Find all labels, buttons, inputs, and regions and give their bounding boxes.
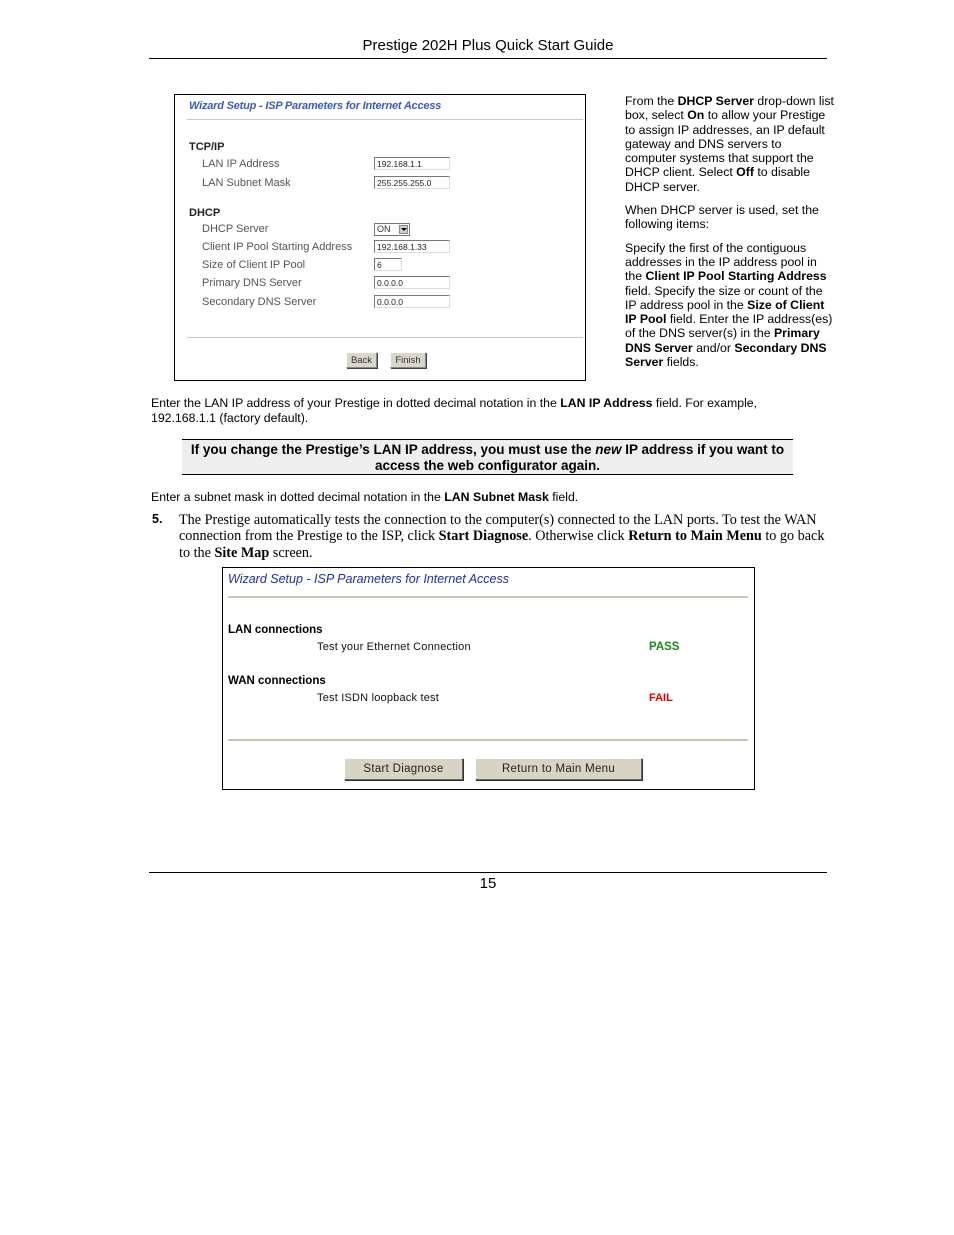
document-header-title: Prestige 202H Plus Quick Start Guide <box>362 37 614 54</box>
lan-ip-input[interactable]: 192.168.1.1 <box>374 157 450 170</box>
footer-divider <box>187 337 583 338</box>
note-box <box>182 439 793 475</box>
wizard-diagnose-screenshot <box>222 567 755 790</box>
bold-text: Site Map <box>214 544 270 561</box>
bold-text: Secondary DNS Server <box>625 340 827 370</box>
dhcp-server-select[interactable] <box>374 223 410 236</box>
text: to disable DHCP server. <box>625 165 810 194</box>
title-divider <box>187 119 583 120</box>
wan-test-result: FAIL <box>649 692 673 704</box>
bold-text: Off <box>736 165 754 180</box>
text: field. Enter the IP address(es) of the DNS server(s) in the <box>625 312 833 341</box>
pool-start-input[interactable]: 192.168.1.33 <box>374 240 450 253</box>
tcpip-heading: TCP/IP <box>189 141 225 153</box>
bold-text: Return to Main Menu <box>628 528 762 545</box>
dhcp-server-value: ON <box>377 224 391 234</box>
lan-test-result: PASS <box>649 641 680 653</box>
italic-text: new <box>595 442 622 457</box>
primary-dns-label: Primary DNS Server <box>202 277 302 289</box>
dhcp-server-label: DHCP Server <box>202 223 269 235</box>
text: . Otherwise click <box>528 528 629 545</box>
text: From the <box>625 94 678 108</box>
header-rule <box>149 58 827 59</box>
wizard-isp-parameters-screenshot <box>174 94 586 381</box>
back-button[interactable]: Back <box>346 352 377 368</box>
secondary-dns-input[interactable]: 0.0.0.0 <box>374 295 450 308</box>
text: field. <box>548 490 579 504</box>
bold-text: Client IP Pool Starting Address <box>645 269 827 284</box>
chevron-down-icon[interactable] <box>399 225 408 234</box>
footer-rule <box>149 872 827 873</box>
lan-ip-label: LAN IP Address <box>202 158 280 170</box>
footer-divider <box>228 739 748 741</box>
primary-dns-input[interactable]: 0.0.0.0 <box>374 276 450 289</box>
text: Specify the first of the contiguous addresses in the IP address pool in the <box>625 240 817 284</box>
text: If you change the Prestige’s LAN IP address, you must use the <box>190 442 596 457</box>
text: IP address if you want to access the web configurator again. <box>374 442 785 473</box>
dhcp-used-paragraph: When DHCP server is used, set the following items: <box>625 203 819 232</box>
text: field. For example, 192.168.1.1 (factory default). <box>151 396 758 425</box>
bold-text: On <box>687 108 705 123</box>
text: Enter a subnet mask in dotted decimal notation in the <box>151 490 445 504</box>
secondary-dns-label: Secondary DNS Server <box>202 296 317 308</box>
text: drop-down list box, select <box>625 94 834 123</box>
wan-test-label: Test ISDN loopback test <box>317 692 439 704</box>
bold-text: LAN Subnet Mask <box>444 490 549 504</box>
bold-text: DHCP Server <box>677 94 754 108</box>
lan-test-label: Test your Ethernet Connection <box>317 641 471 653</box>
step-number: 5. <box>152 512 163 526</box>
pool-start-label: Client IP Pool Starting Address <box>202 241 353 253</box>
lan-ip-paragraph <box>151 396 811 426</box>
text: field. Specify the size or count of the IP address pool in the <box>625 283 823 312</box>
wan-connections-heading: WAN connections <box>228 675 326 687</box>
pool-size-label: Size of Client IP Pool <box>202 259 306 271</box>
title-divider <box>228 596 748 598</box>
wizard-title: Wizard Setup - ISP Parameters for Internet Access <box>189 100 442 112</box>
lan-subnet-label: LAN Subnet Mask <box>202 177 291 189</box>
subnet-paragraph <box>151 490 811 505</box>
bold-text: LAN IP Address <box>560 396 653 410</box>
pool-size-input[interactable]: 6 <box>374 258 402 271</box>
text: to go back to the <box>179 528 825 561</box>
step-text <box>179 512 827 561</box>
page-number: 15 <box>479 875 497 892</box>
wizard-title: Wizard Setup - ISP Parameters for Internet Access <box>228 572 510 586</box>
return-to-main-menu-button[interactable]: Return to Main Menu <box>475 758 642 780</box>
finish-button[interactable]: Finish <box>390 352 426 368</box>
text: and/or <box>692 340 735 355</box>
bold-text: Start Diagnose <box>438 528 529 545</box>
bold-text: Primary DNS Server <box>625 326 820 355</box>
pool-paragraph <box>625 241 835 370</box>
text: The Prestige automatically tests the connection to the computer(s) connected to the LAN ports. To test the WAN connection from the Prestige to the ISP, click <box>179 512 817 545</box>
bold-text: Size of Client IP Pool <box>625 297 825 327</box>
text: Enter the LAN IP address of your Prestige in dotted decimal notation in the <box>151 396 561 410</box>
dhcp-description <box>625 94 835 378</box>
start-diagnose-button[interactable]: Start Diagnose <box>344 758 463 780</box>
text: screen. <box>269 544 313 561</box>
lan-connections-heading: LAN connections <box>228 624 323 636</box>
text: fields. <box>663 355 699 370</box>
lan-subnet-input[interactable]: 255.255.255.0 <box>374 176 450 189</box>
dhcp-heading: DHCP <box>189 207 221 219</box>
text: to allow your Prestige to assign IP addresses, an IP default gateway and DNS servers to computer systems that support the DHCP client. Select <box>625 108 826 180</box>
dhcp-server-paragraph <box>625 94 835 194</box>
